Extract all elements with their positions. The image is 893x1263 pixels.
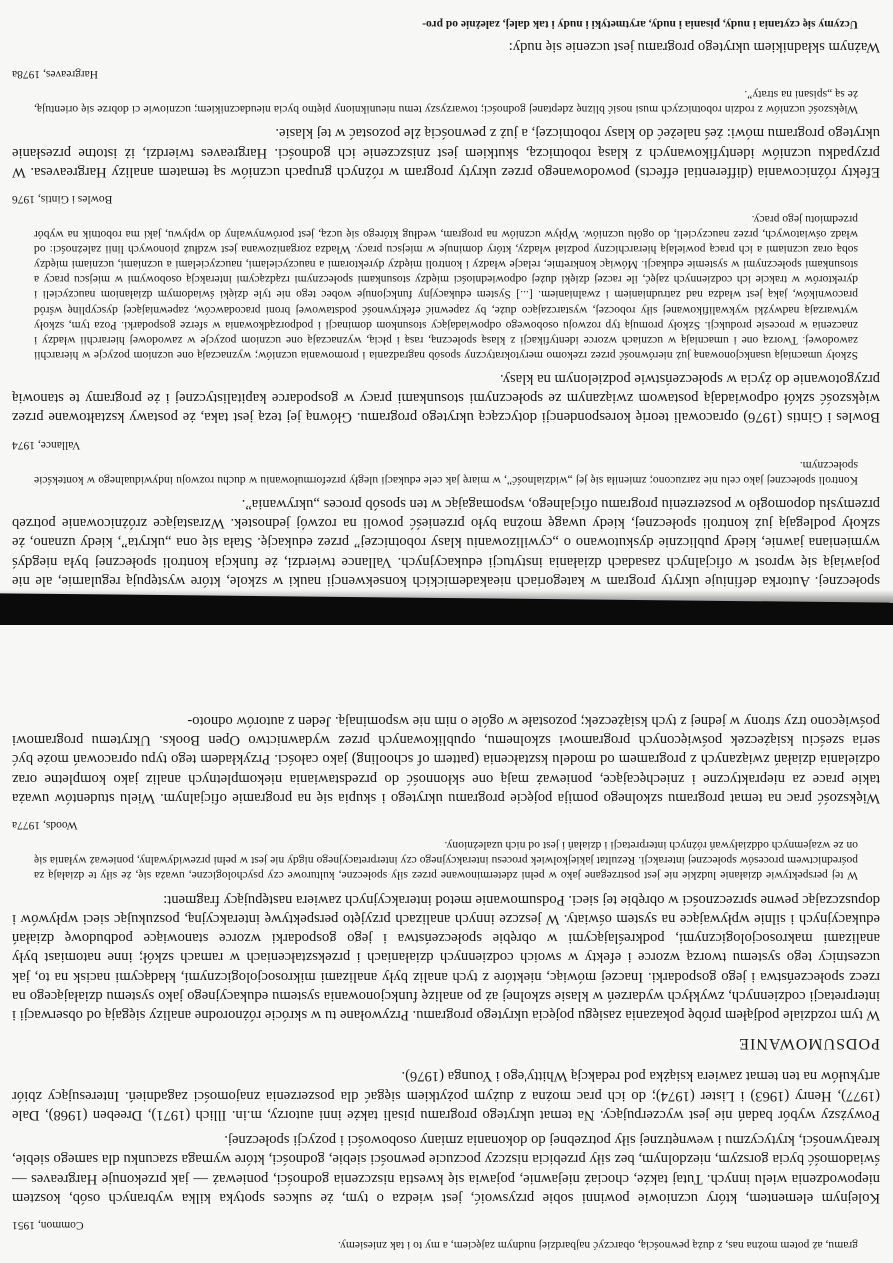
citation: Common, 1951 xyxy=(12,1218,84,1231)
paragraph: W tym rozdziale podjąłem próbę pokazania zasięgu pojęcia ukrytego programu. Przywołane tu w skrócie różnorodne analizy sięgają od obserwacji i interpretacji codziennych, zwykłych wydarzeń w klasie szkolnej aż po analizę funkcjonowania systemu edukacyjnego jako systemu działającego na rzecz społeczeństwa i jego gospodarki. Inaczej mówiąc, niektóre z tych analiz były analizami mikrosocjologicznymi, kładącymi nacisk na to, jak uczestnicy tego systemu tworzą wzorce i efekty w swoich codziennych działaniach i przekształceniach w ramach szkół; inne natomiast były analizami makrosocjologicznymi, podkreślającymi w obrębie społeczeństwa i jego gospodarki wzorce stanowiące podbudowę działań edukacyjnych i silnie wpływające na system oświaty. W jeszcze innych analizach przyjęto perspektywę interakcyjną, poszukując sieci wpływów i dopuszczając pewne sprzeczności w obrębie tej sieci. Podsumowanie metod interakcyjnych zawiera następujący fragment: xyxy=(12,891,880,1024)
block-quote: W tej perspektywie działanie ludzkie nie jest postrzegane jako w pełni zdeterminowane przez siły społeczne, kulturowe czy psychologiczne, uważa się, że siły te działają za pośrednictwem procesów społecznej interakcji. Rezultat jakiejkolwiek procesu interakcyjnego czy interpretacyjnego nigdy nie jest w pełni przewidywalny, ponieważ wyłania się on ze wzajemnych oddziaływań różnych interpretacji i działań i jest od nich uzależniony. xyxy=(34,839,858,883)
bottom-page-text xyxy=(12,633,880,1253)
section-heading: PODSUMOWANIE xyxy=(738,1035,880,1053)
bottom-page xyxy=(0,625,893,1263)
block-quote: gramu, aż potem można nas, z dużą pewnością, obarczyć najbardziej nudnym zajęciem, a my to i tak zniesiemy. xyxy=(337,1239,858,1252)
paragraph: Bowles i Gintis (1976) opracowali teorię korespondencji dotyczącą ukrytego programu. Główną jej tezą jest taka, że postawy kształtowane przez większość szkół odpowiadają postawom związanym ze społecznymi stosunkami pracy w gospodarce kapitalistycznej i że programy te stanowią przygotowanie do życia w społeczeństwie podzielonym na klasy. xyxy=(12,370,880,426)
paragraph: Ważnym składnikiem ukrytego programu jest uczenie się nudy: xyxy=(508,38,880,55)
paragraph: Efekty różnicowania (differential effects) powodowanego przez ukryty program w różnych grupach uczniów są tematem analizy Hargreavesa. W przypadku uczniów identyfikowanych z klasą robotniczą, skutkiem jest zniszczenie ich godności. Hargreaves twierdzi, iż istotne przesłanie ukrytego programu mówi: żeś należeć do klasy robotniczej, a już z pewnością żle pozostać w tej klasie. xyxy=(12,125,880,180)
citation: Woods, 1977a xyxy=(12,819,78,832)
paragraph: Kolejnym elementem, który uczniowie powinni sobie przyswoić, jest wiedza o tym, że sukces spotyka kilka wybranych osób, kosztem niepowodzenia wielu innych. Tutaj także, chociaż niejawnie, pojawia się kwestia niszczenia godności, ponieważ — jak przekonuje Hargreaves — świadomość bycia gorszym, niezdolnym, bez siły przebicia niszczy poczucie pewności siebie, godności, które wymaga szacunku dla samego siebie, kreatywności, krytycyzmu i wewnętrznej siły potrzebnej do dokonania zmiany osobowości i pozycji społecznej. xyxy=(12,1132,880,1206)
citation: Hargreaves, 1978a xyxy=(12,68,99,81)
top-page-text xyxy=(12,10,880,590)
block-quote: Uczymy się czytania i nudy, pisania i nudy, arytmetyki i nudy i tak dalej, zależnie od pro- xyxy=(422,17,858,30)
block-quote: Kontroli społecznej jako celu nie zarzucono; zmieniła się jej „widzialność”, w miarę jak cele edukacji uległy przeformułowaniu w duchu rozwoju indywidualnego w kontekście społecznym. xyxy=(34,458,858,487)
citation: Bowles i Gintis, 1976 xyxy=(12,193,113,206)
citation: Vallance, 1974 xyxy=(12,438,81,451)
paragraph: Większość prac na temat programu szkolnego pomija pojęcie programu ukrytego i skupia się na programie oficjalnym. Wielu studentów uważa takie prace za niepraktyczne i zniechęcające, ponieważ mają one skłonność do przedstawiania niekompletnych analiz jako kompletne oraz odzielania działań związanych z programem od modelu kształcenia (pattern of schooling) jako całości. Przykładem tego typu opracowań może być seria sześciu książeczek poświęconych programowi szkolnemu, opublikowanych przez wydawnictwo Open Books. Ukrytemu programowi poświęcono trzy strony w jednej z tych książeczek; pozostałe w ogóle o nim nie wspominają. Jeden z autorów odnoto- xyxy=(12,712,880,806)
top-page xyxy=(0,0,893,605)
paragraph: społecznej. Autorka definiuje ukryty program w kategoriach nieakademickich konsekwencji nauki w szkole, które występują regularnie, ale nie pojawiają się wprost w oficjalnych zasadach działania instytucji edukacyjnych. Vallance twierdzi, że funkcja kontroli społecznej była niegdyś wymieniana jawnie, kiedy publicznie dyskutowano o „cywilizowaniu klasy robotniczej” przez edukację. Stała się ona „ukryta”, kiedy uznano, że szkoły podlegają już kontroli społecznej, kiedy uwagę można było przenieść powoli na rozwój jednostek. Wzrastające zróżnicowanie potrzeb przemysłu dopomogło w poszerzeniu programu oficjalnego, wspomagając w ten sposób proces „ukrywania”. xyxy=(12,496,880,589)
paragraph: Powyższy wybór badań nie jest wyczerpujący. Na temat ukrytego programu pisali także inni autorzy, m.in. Illich (1971), Dreeben (1968), Dale (1977), Henry (1963) i Lister (1974); do ich prac można z dużym pożytkiem sięgać dla poszerzenia znajomości zagadnień. Interesujący zbiór artykułów na ten temat zawiera książka pod redakcją Whitty'ego i Younga (1976). xyxy=(12,1068,880,1123)
block-quote: Większość uczniów z rodzin robotniczych musi nosić bliznę zdeptanej godności; towarzyszy temu nieunikniony piętno bycia nieudacznikiem; uczniowie ci dobrze się orientują, że są „spisani na straty”. xyxy=(34,88,858,117)
block-quote: Szkoły umacniają usankcjonowaną już nierówność przez rzekomo merytokratyczny sposób nagradzania i promowania uczniów; wyznaczają one uczniom pozycje w hierarchii zawodowej. Tworzą one i umacniają w uczniach wzorce identyfikacji z klasą społeczną, rasą i płcią, wyznaczają one uczniom pozycje w zawodowej hierarchii władzy i znaczenia w procesie produkcji. Szkoły promują typ rozwoju osobowego odpowiadający stosunkom dominacji i podporządkowania w sferze gospodarki. Poza tym, szkoły wytwarzają nadwyżki wykwalifikowanej siły roboczej, wystarczająco duże, by zapewnić efektywność podstawowej broni pracodawców, zapewniającej dyscyplinę wśród pracowników, jaką jest władza nad zatrudnianiem i zwalnianiem. [...] System edukacyjny funkcjonuje wobec tego nie tyle dzięki świadomym działaniom nauczycieli i dyrektorów w trakcie ich codziennych zajęć, ile raczej dzięki dużej odpowiedniości między stosunkami społecznymi rządzącymi interakcją osobowymi w miejscu pracy a stosunkami społecznymi w systemie edukacji. Mówiąc konkretnie, relacje władzy i kontroli między dyrektorami a nauczycielami, nauczycielami a uczniami, uczniami między sobą oraz uczniami a ich pracą powielają hierarchiczny podział władzy, który dominuje w miejscu pracy. Władza zorganizowana jest wzdłuż pionowych linii zależności: od władz oświatowych, przez nauczycieli, do ogółu uczniów. Wpływ uczniów na program, według którego się uczą, jest porównywalny do wpływu, jaki ma robotnik na wybór przedmiotu jego pracy. xyxy=(34,213,858,362)
